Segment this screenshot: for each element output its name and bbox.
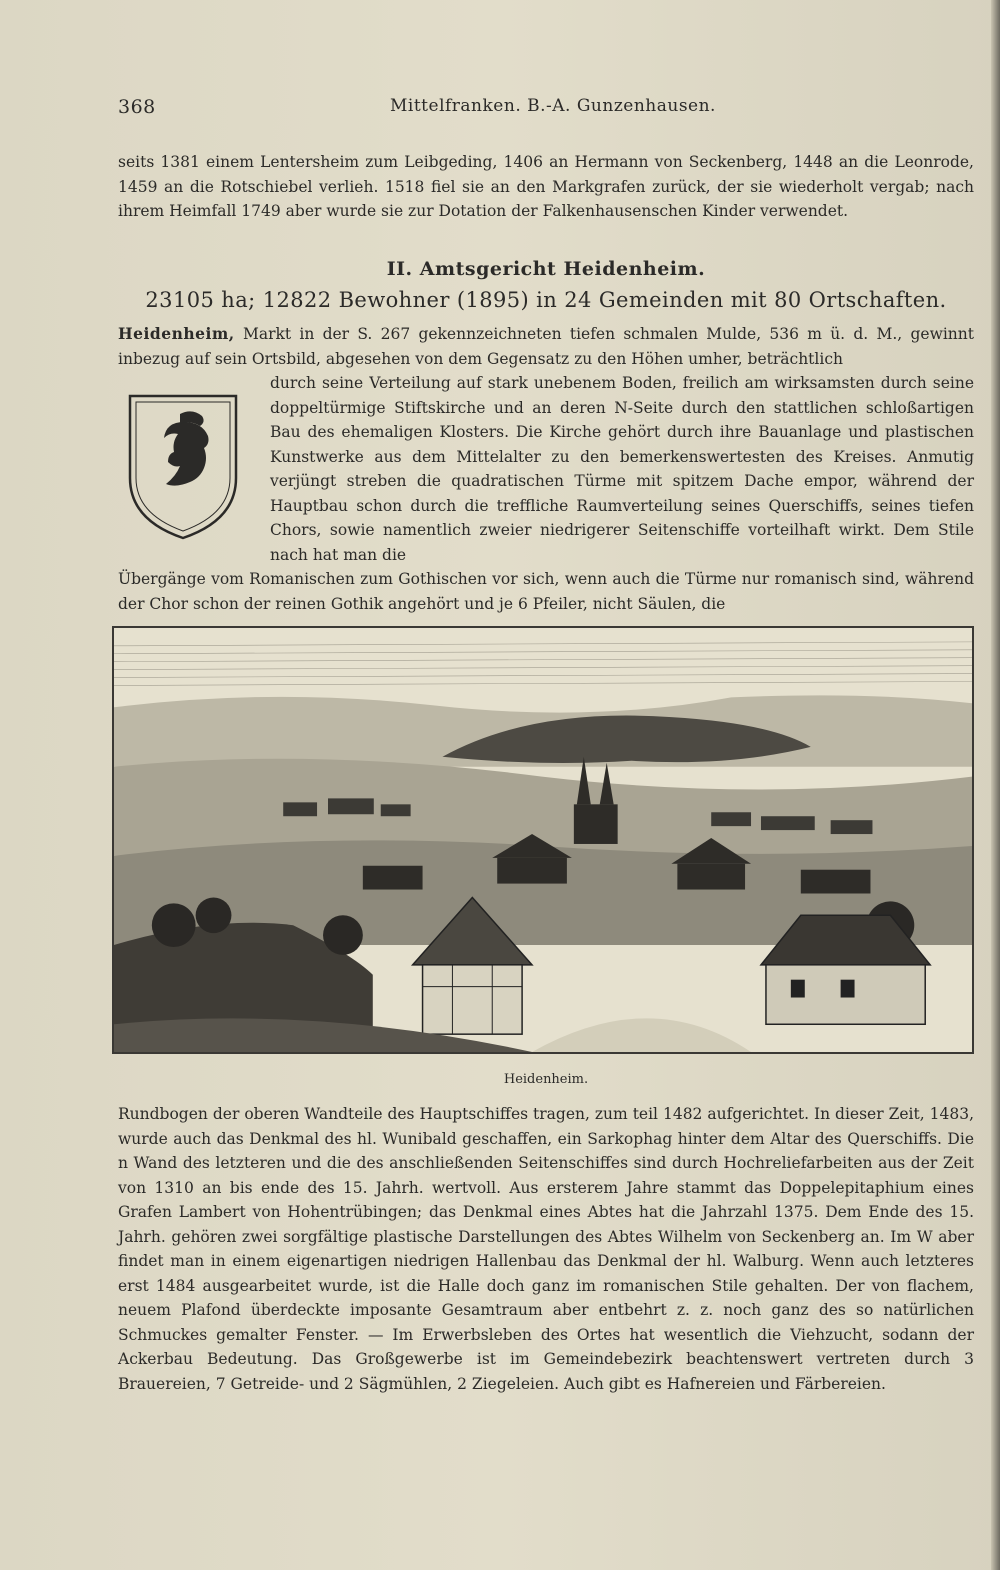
running-head: Mittelfranken. B.-A. Gunzenhausen.: [390, 96, 716, 116]
district-statistics: 23105 ha; 12822 Bewohner (1895) in 24 Gemeinden mit 80 Ortschaften.: [145, 288, 947, 312]
image-caption: Heidenheim.: [503, 1072, 589, 1087]
page-header: [118, 96, 978, 124]
townscape-engraving: [112, 626, 974, 1054]
paragraph-2-rest: Übergänge vom Romanischen zum Gothischen vor sich, wenn auch die Türme nur romanisch sind, während der Chor schon der reinen Gothik angehört und je 6 Pfeiler, nicht Säulen, die: [118, 570, 974, 613]
paragraph-2: [118, 322, 974, 616]
coat-of-arms-icon: [124, 392, 242, 542]
paragraph-2-first-line: Markt in der S. 267 gekennzeichneten tiefen schmalen Mulde, 536 m ü. d. M., gewinnt inbezug auf sein Ortsbild, abgesehen von dem Gegensatz zu den Höhen umher, beträchtlich: [118, 325, 974, 368]
page-edge-shadow: [991, 0, 1000, 1570]
section-heading: II. Amtsgericht Heidenheim.: [386, 258, 706, 280]
paragraph-2-indented: durch seine Verteilung auf stark unebenem Boden, freilich am wirksamsten durch seine doppeltürmige Stiftskirche und an deren N-Seite durch den stattlichen schloßartigen Bau des ehemaligen Klosters. Die Kirche gehört durch ihre Bauanlage und plastischen Kunstwerke aus dem Mittelalter zu den bemerkenswertesten des Kreises. Anmutig verjüngt streben die quadratischen Türme mit spitzem Dache empor, während der Hauptbau schon durch die treffliche Raumverteilung seines Querschiffs, seines tiefen Chors, sowie namentlich zweier niedrigerer Seitenschiffe vorteilhaft wirkt. Dem Stile nach hat man die: [270, 374, 974, 564]
place-name: Heidenheim,: [118, 324, 235, 343]
paragraph-1: seits 1381 einem Lentersheim zum Leibgeding, 1406 an Hermann von Seckenberg, 1448 an die Leonrode, 1459 an die Rotschiebel verlieh. 1518 fiel sie an den Markgrafen zurück, der sie wiederholt vergab; nach ihrem Heimfall 1749 aber wurde sie zur Dotation der Falkenhausenschen Kinder verwendet.: [118, 153, 974, 220]
page-number: 368: [118, 96, 156, 118]
paragraph-3: Rundbogen der oberen Wandteile des Hauptschiffes tragen, zum teil 1482 aufgerichtet. In dieser Zeit, 1483, wurde auch das Denkmal des hl. Wunibald geschaffen, ein Sarkophag hinter dem Altar des Querschiffs. Die n Wand des letzteren und die des anschließenden Seitenschiffes sind durch Hochreliefarbeiten aus der Zeit von 1310 an bis ende des 15. Jahrh. wertvoll. Aus ersterem Jahre stammt das Doppelepitaphium eines Grafen Lambert von Hohentrübingen; das Denkmal eines Abtes hat die Jahrzahl 1375. Dem Ende des 15. Jahrh. gehören zwei sorgfältige plastische Darstellungen des Abtes Wilhelm von Seckenberg an. Im W aber findet man in einem eigenartigen niedrigen Hallenbau das Denkmal der hl. Walburg. Wenn auch letzteres erst 1484 ausgearbeitet wurde, ist die Halle doch ganz im romanischen Stile gehalten. Der von flachem, neuem Plafond überdeckte imposante Gesamtraum aber entbehrt z. z. noch ganz des so natürlichen Schmuckes gemalter Fenster. — Im Erwerbsleben des Ortes hat wesentlich die Viehzucht, sodann der Ackerbau Bedeutung. Das Großgewerbe ist im Gemeindebezirk beachtenswert vertreten durch 3 Brauereien, 7 Getreide- und 2 Sägmühlen, 2 Ziegeleien. Auch gibt es Hafnereien und Färbereien.: [118, 1105, 974, 1393]
